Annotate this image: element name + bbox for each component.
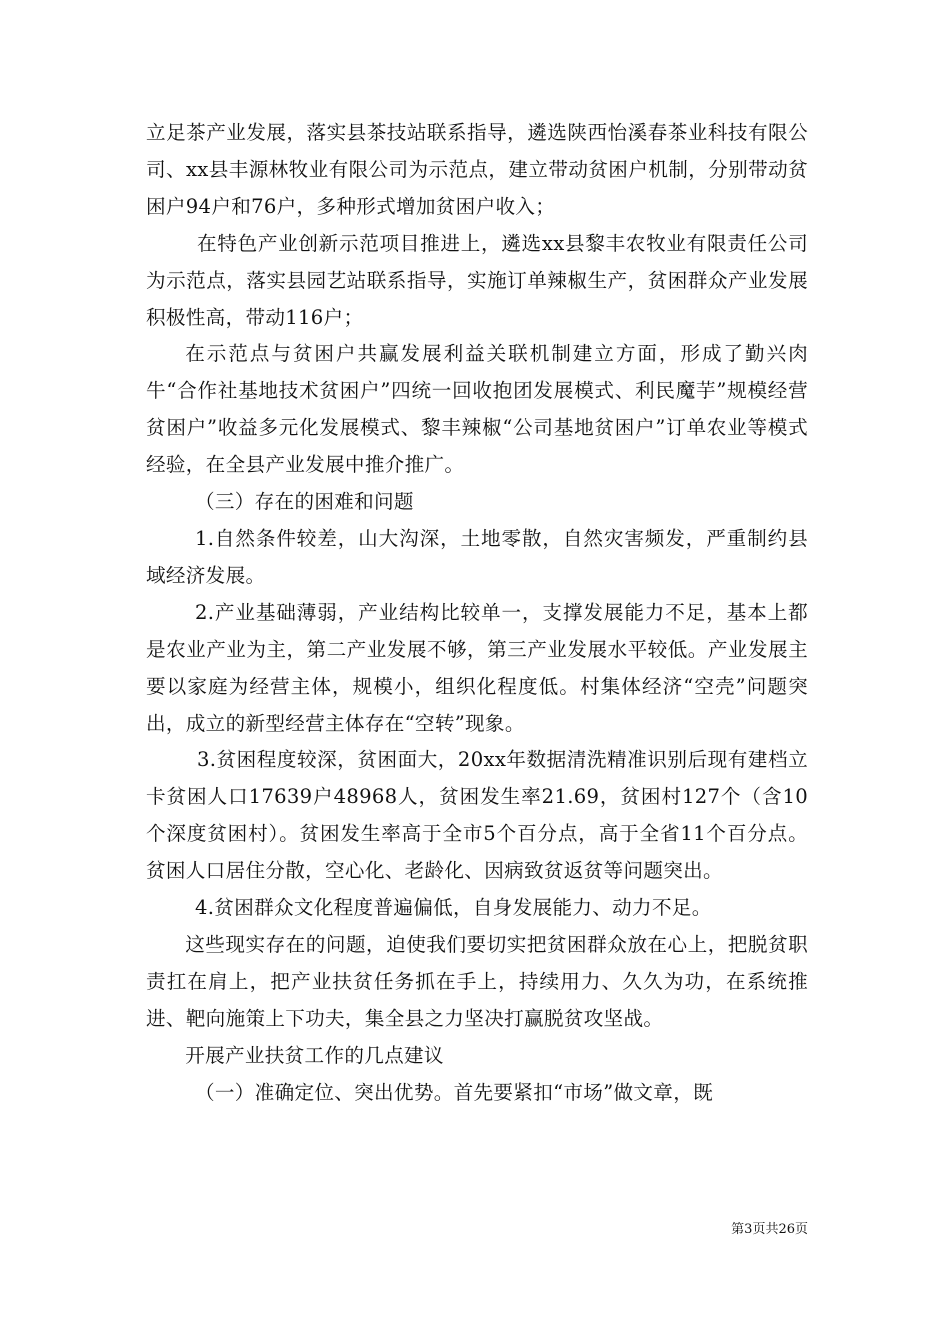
- section-heading-suggestions: 开展产业扶贫工作的几点建议: [185, 1043, 444, 1067]
- paragraph-problem-1: 1.自然条件较差，山大沟深，土地零散，自然灾害频发，严重制约县域经济发展。: [146, 526, 808, 587]
- paragraph-benefit-mechanism: 在示范点与贫困户共赢发展利益关联机制建立方面，形成了勤兴肉牛“合作社基地技术贫困户”四统一回收抱团发展模式、利民魔芋”规模经营贫困户”收益多元化发展模式、黎丰辣椒“公司基地贫困户”订单农业等模式经验，在全县产业发展中推介推广。: [146, 342, 808, 477]
- paragraph-summary: 这些现实存在的问题，迫使我们要切实把贫困群众放在心上，把脱贫职责扛在肩上，把产业扶贫任务抓在手上，持续用力、久久为功，在系统推进、靶向施策上下功夫，集全县之力坚决打赢脱贫攻坚战。: [146, 932, 808, 1030]
- paragraph-special-industry: 在特色产业创新示范项目推进上，遴选xx县黎丰农牧业有限责任公司为示范点，落实县园艺站联系指导，实施订单辣椒生产，贫困群众产业发展积极性高，带动116户；: [146, 231, 808, 329]
- paragraph-tea-industry: 立足茶产业发展，落实县茶技站联系指导，遴选陕西怡溪春茶业科技有限公司、xx县丰源林牧业有限公司为示范点，建立带动贫困户机制，分别带动贫困户94户和76户，多种形式增加贫困户收入；: [146, 121, 808, 218]
- page-number: 第3页共26页: [731, 1222, 808, 1237]
- paragraph-problem-2: 2.产业基础薄弱，产业结构比较单一，支撑发展能力不足，基本上都是农业产业为主，第二产业发展不够，第三产业发展水平较低。产业发展主要以家庭为经营主体，规模小，组织化程度低。村集体经济“空壳”问题突出，成立的新型经营主体存在“空转”现象。: [146, 600, 808, 735]
- document-body: [146, 115, 808, 1111]
- paragraph-problem-4: 4.贫困群众文化程度普遍偏低，自身发展能力、动力不足。: [195, 896, 712, 920]
- paragraph-suggestion-1: （一）准确定位、突出优势。首先要紧扣“市场”做文章，既: [195, 1080, 713, 1104]
- paragraph-problem-3: 3.贫困程度较深，贫困面大，20xx年数据清洗精准识别后现有建档立卡贫困人口17639户48968人，贫困发生率21.69，贫困村127个（含10个深度贫困村）。贫困发生率高于全市5个百分点，高于全省11个百分点。贫困人口居住分散，空心化、老龄化、因病致贫返贫等问题突出。: [146, 748, 808, 883]
- section-heading-problems: （三）存在的困难和问题: [195, 490, 414, 514]
